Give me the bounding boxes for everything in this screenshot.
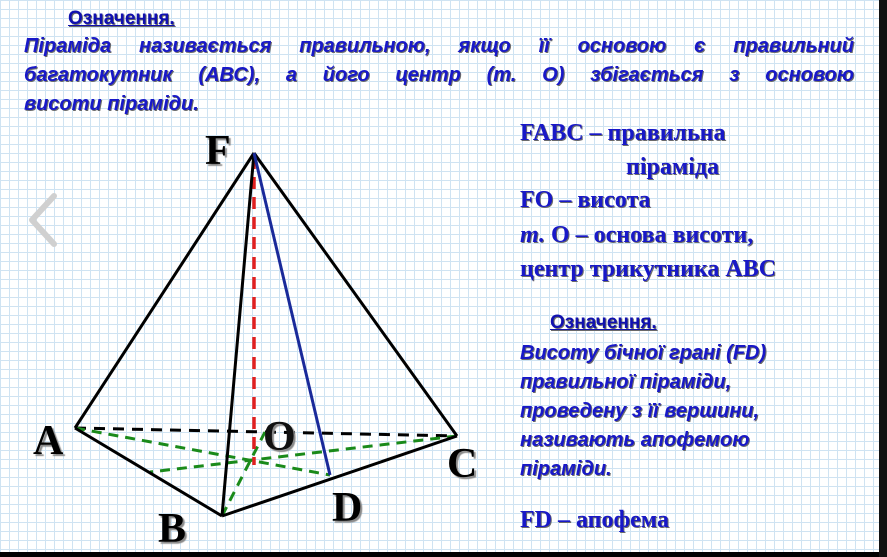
point-label-F: F	[205, 128, 231, 174]
fact-centroid: центр трикутника АВС	[520, 256, 777, 282]
fact-pyramid-line2: піраміда	[626, 154, 719, 180]
edge-FC	[254, 153, 457, 436]
window-edge	[879, 0, 887, 557]
apothem-label: FD – апофема	[520, 507, 669, 533]
point-label-B: B	[158, 506, 187, 552]
apothem-definition-line-5: піраміди.	[520, 458, 612, 480]
point-label-D: D	[332, 485, 363, 531]
apothem-definition-line-1: Висоту бічної грані (FD)	[520, 342, 767, 364]
definition-line-2: багатокутник (АВС), а його центр (т. О) збігається з основою	[24, 64, 854, 86]
definition-line-3: висоти піраміди.	[24, 93, 199, 115]
fact-height: FO – висота	[520, 187, 651, 213]
point-label-C: C	[447, 441, 478, 487]
point-label-A: A	[33, 418, 64, 464]
fact-height-base-prefix: т.	[520, 222, 545, 248]
apothem-definition-line-3: проведену з її вершини,	[520, 400, 760, 422]
definition-heading: Означення.	[68, 8, 175, 29]
apothem-definition-line-4: називають апофемою	[520, 429, 750, 451]
previous-slide-button[interactable]	[24, 192, 64, 248]
edge-FA	[75, 153, 254, 428]
fact-height-base-rest: О – основа висоти,	[544, 222, 754, 248]
median-C-midAB	[150, 436, 457, 472]
fact-height-base	[520, 222, 753, 249]
point-label-O: O	[263, 414, 296, 460]
definition-line-1: Піраміда називається правильною, якщо її основою є правильний	[24, 35, 854, 57]
apothem-definition-heading: Означення.	[550, 312, 657, 333]
apothem-definition-line-2: правильної піраміди,	[520, 371, 732, 393]
chevron-left-icon	[24, 192, 64, 248]
fact-pyramid-line1: FABC – правильна	[520, 120, 726, 146]
